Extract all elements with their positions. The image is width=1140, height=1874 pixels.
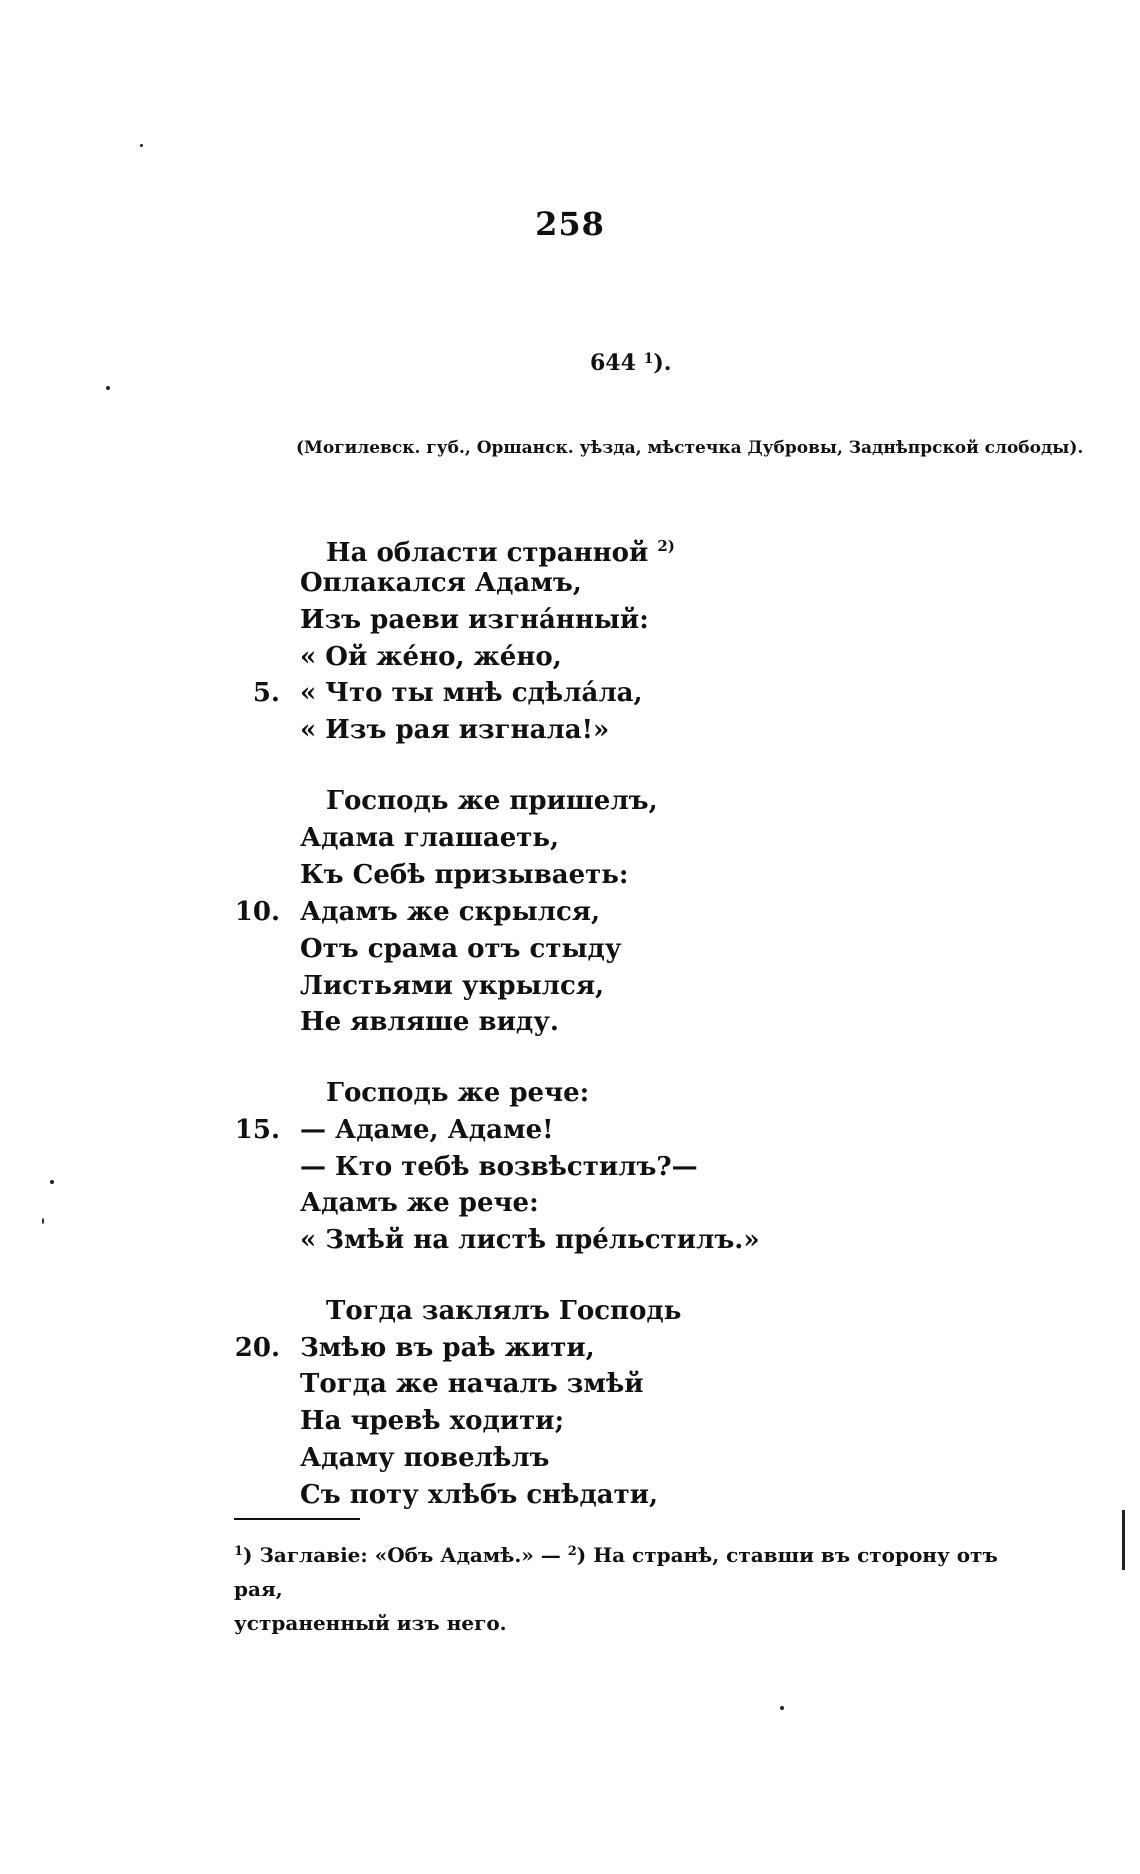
verse-text: Адама глашаеть,: [300, 823, 560, 853]
verse-text: « Ой же́но, же́но,: [300, 642, 562, 672]
verse-line: [300, 1368, 644, 1400]
verse-text: Отъ срама отъ стыду: [300, 934, 622, 964]
verse-line: [300, 896, 600, 928]
song-number: [590, 350, 671, 376]
verse-text: « Что ты мнѣ сдѣла́ла,: [300, 678, 643, 708]
line-number: 10.: [234, 897, 280, 927]
verse-line: [300, 1006, 559, 1038]
verse-text: На чревѣ ходити;: [300, 1406, 565, 1436]
verse-line: [300, 1332, 595, 1364]
line-number: 15.: [234, 1115, 280, 1145]
line-number: 20.: [234, 1333, 280, 1363]
source-note: (Могилевск. губ., Оршанск. уѣзда, мѣстечка Дубровы, Заднѣпрской слободы).: [296, 438, 1084, 458]
line-number: 5.: [252, 678, 280, 708]
verse-line: [300, 1114, 554, 1146]
scan-speck: [106, 386, 110, 390]
scan-speck: [50, 1180, 54, 1184]
verse-line: [300, 1405, 564, 1437]
verse-footnote-ref: 2): [657, 537, 675, 555]
footnote-2-text: ) На странѣ, ставши въ сторону отъ рая,: [234, 1543, 998, 1601]
verse-line: [300, 677, 643, 709]
verse-line: [300, 714, 609, 746]
scan-speck: [780, 1706, 784, 1710]
verse-line: [326, 785, 658, 817]
song-footnote-ref: 1: [643, 351, 654, 367]
verse-text: Адаму повелѣлъ: [300, 1443, 550, 1473]
verse-line: [326, 530, 675, 569]
footnote-line-2: устраненный изъ него.: [234, 1611, 507, 1635]
song-number-suffix: ).: [653, 350, 672, 376]
verse-text: — Адаме, Адаме!: [300, 1115, 554, 1145]
verse-line: [300, 1151, 698, 1183]
verse-text: Изъ раеви изгна́нный:: [300, 605, 649, 635]
verse-text: « Изъ рая изгнала!»: [300, 715, 610, 745]
scan-speck: [42, 1218, 44, 1224]
verse-line: [326, 1295, 681, 1327]
scan-speck: [140, 144, 143, 147]
footnote-2-marker: 2: [567, 1544, 577, 1559]
verse-text: Оплакался Адамъ,: [300, 568, 582, 598]
verse-text: Къ Себѣ призываеть:: [300, 860, 629, 890]
footnote-rule: [234, 1518, 360, 1520]
verse-line: [300, 604, 649, 636]
verse-line: [326, 1077, 589, 1109]
verse-line: [300, 1187, 539, 1219]
verse-text: Змѣю въ раѣ жити,: [300, 1333, 595, 1363]
verse-line: [300, 567, 582, 599]
verse-line: [300, 641, 562, 673]
verse-text: — Кто тебѣ возвѣстилъ?—: [300, 1152, 698, 1182]
verse-text: На области странной: [326, 538, 649, 568]
verse-line: [300, 970, 604, 1002]
verse-text: Господь же пришелъ,: [326, 786, 658, 816]
verse-text: Господь же рече:: [326, 1078, 590, 1108]
verse-line: [300, 1442, 550, 1474]
footnotes: [234, 1535, 1034, 1640]
verse-line: [300, 1224, 760, 1256]
verse-line: [300, 933, 622, 965]
verse-line: [300, 859, 629, 891]
verse-line: [300, 1479, 658, 1511]
verse-text: « Змѣй на листѣ пре́льстилъ.»: [300, 1225, 760, 1255]
footnote-1-marker: 1: [234, 1544, 244, 1559]
page-number: 258: [535, 205, 605, 243]
song-number-value: 644: [590, 350, 636, 376]
verse-text: Тогда же началъ змѣй: [300, 1369, 644, 1399]
scan-speck: [1122, 1510, 1125, 1570]
verse-text: Не являше виду.: [300, 1007, 559, 1037]
verse-text: Тогда заклялъ Господь: [326, 1296, 682, 1326]
verse-text: Съ поту хлѣбъ снѣдати,: [300, 1480, 659, 1510]
footnote-1-text: ) Заглавіе: «Объ Адамѣ.» —: [243, 1543, 561, 1567]
footnote-line-1: [234, 1535, 1034, 1606]
verse-text: Адамъ же скрылся,: [300, 897, 601, 927]
verse-text: Листьями укрылся,: [300, 971, 605, 1001]
verse-line: [300, 822, 559, 854]
verse-text: Адамъ же рече:: [300, 1188, 539, 1218]
